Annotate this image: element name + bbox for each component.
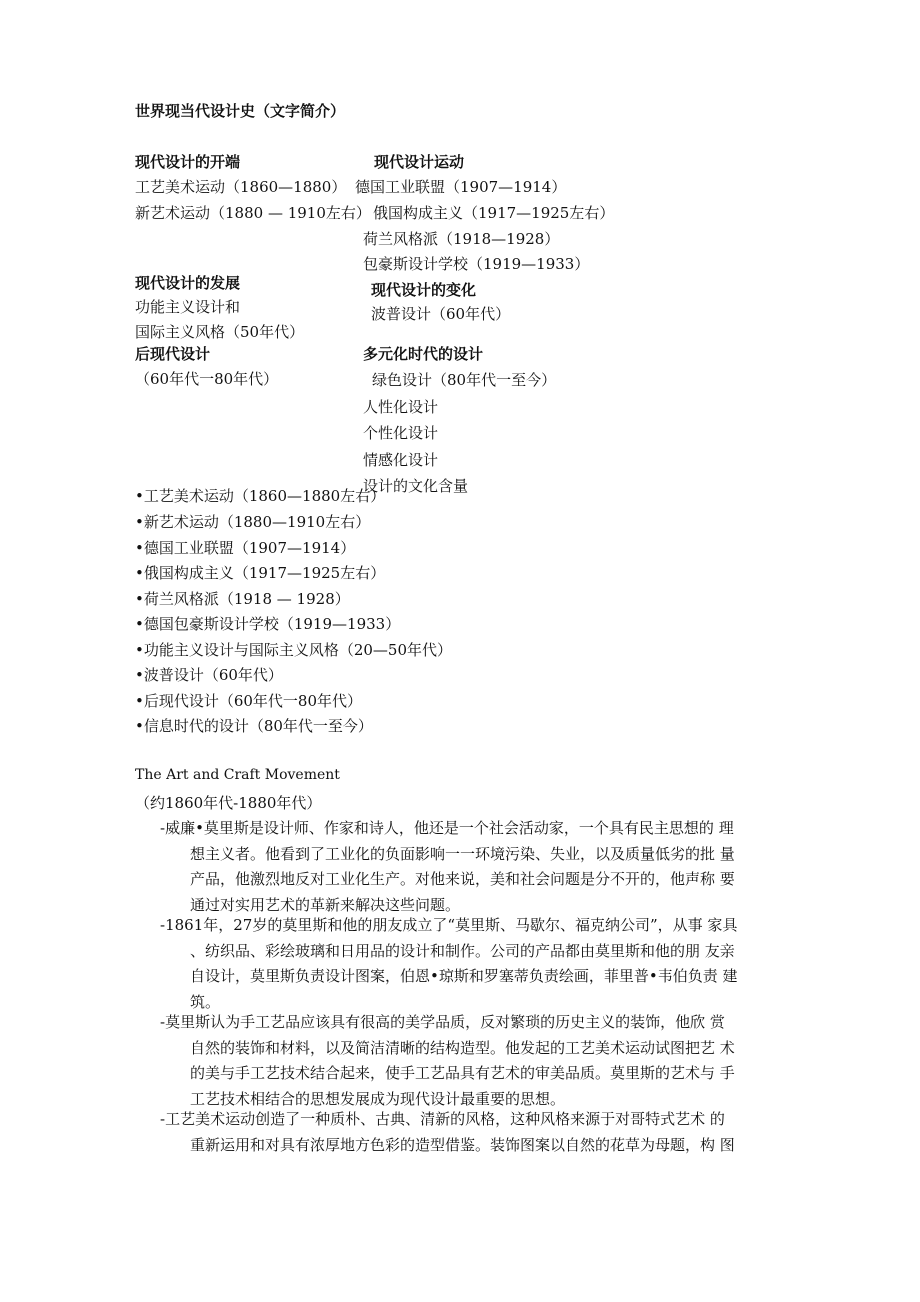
bullet-item: •荷兰风格派（1918 — 1928）: [135, 590, 350, 608]
paragraph-line: -1861年，27岁的莫里斯和他的朋友成立了“莫里斯、马歇尔、福克纳公司”，从事 家具: [160, 916, 738, 934]
bullet-item: •工艺美术运动（1860—1880左右）: [135, 487, 386, 505]
list-item: 德国工业联盟（1907—1914）: [355, 178, 567, 196]
paragraph-line: 工艺技术相结合的思想发展成为现代设计最重要的思想。: [190, 1089, 566, 1108]
paragraph-line: -莫里斯认为手工艺品应该具有很高的美学品质，反对繁琐的历史主义的装饰，他欣 赏: [160, 1013, 725, 1031]
paragraph-line: 通过对实用艺术的革新来解决这些问题。: [190, 895, 461, 914]
paragraph-line: -威廉•莫里斯是设计师、作家和诗人，他还是一个社会活动家，一个具有民主思想的 理: [160, 819, 734, 837]
list-item: 荷兰风格派（1918—1928）: [363, 230, 560, 248]
section-heading-postmodern: 后现代设计: [135, 345, 211, 363]
bullet-item: •波普设计（60年代）: [135, 666, 283, 684]
list-item: （60年代一80年代）: [135, 370, 279, 388]
paragraph: [160, 1010, 735, 1112]
list-item: 设计的文化含量: [363, 477, 469, 495]
list-item: 新艺术运动（1880 — 1910左右）: [135, 204, 371, 222]
bullet-item: •后现代设计（60年代一80年代）: [135, 692, 363, 710]
paragraph-line: -工艺美术运动创造了一种质朴、古典、清新的风格，这种风格来源于对哥特式艺术 的: [160, 1110, 725, 1128]
list-item: 工艺美术运动（1860—1880）: [135, 178, 347, 196]
paragraph-line: 重新运用和对具有浓厚地方色彩的造型借鉴。装饰图案以自然的花草为母题，构 图: [190, 1135, 735, 1154]
paragraph-line: 自然的装饰和材料，以及简洁清晰的结构造型。他发起的工艺美术运动试图把艺 术: [190, 1038, 735, 1057]
clipped-textbox: [363, 472, 603, 495]
page-title: 世界现当代设计史（文字简介）: [135, 102, 346, 120]
list-item: 俄国构成主义（1917—1925左右）: [373, 204, 615, 222]
list-item: 人性化设计: [363, 398, 439, 416]
paragraph-line: 的美与手工艺技术结合起来，使手工艺品具有艺术的审美品质。莫里斯的艺术与 手: [190, 1064, 735, 1083]
list-item: 情感化设计: [363, 451, 439, 469]
bullet-item: •新艺术运动（1880—1910左右）: [135, 513, 371, 531]
bullet-item: •信息时代的设计（80年代一至今）: [135, 717, 373, 735]
section-heading-movement: 现代设计运动: [374, 153, 465, 171]
bullet-item: •德国工业联盟（1907—1914）: [135, 539, 356, 557]
paragraph-line: 自设计，莫里斯负责设计图案，伯恩•琼斯和罗塞蒂负责绘画，菲里普•韦伯负责 建: [190, 967, 738, 986]
paragraph: [160, 816, 735, 918]
paragraph: [160, 1107, 735, 1158]
list-item: 功能主义设计和: [135, 298, 241, 316]
bullet-item: •俄国构成主义（1917—1925左右）: [135, 564, 386, 582]
section-title-en: The Art and Craft Movement: [135, 767, 340, 783]
paragraph-line: 想主义者。他看到了工业化的负面影响一一环境污染、失业，以及质量低劣的批 量: [190, 844, 735, 863]
period-label: （约1860年代-1880年代）: [135, 794, 322, 812]
list-item: 个性化设计: [363, 424, 439, 442]
clipped-textbox: [369, 302, 609, 323]
list-item: 波普设计（60年代）: [371, 305, 511, 323]
list-item: 包豪斯设计学校（1919—1933）: [363, 255, 590, 273]
section-heading-diverse: 多元化时代的设计: [363, 345, 484, 363]
paragraph: [160, 913, 737, 1015]
section-heading-development: 现代设计的发展: [135, 274, 241, 292]
paragraph-line: 、纺织品、彩绘玻璃和日用品的设计和制作。公司的产品都由莫里斯和他的朋 友亲: [190, 941, 735, 960]
paragraph-line: 筑。: [190, 992, 221, 1011]
bullet-item: •德国包豪斯设计学校（1919—1933）: [135, 615, 401, 633]
section-heading-beginning: 现代设计的开端: [135, 153, 241, 171]
bullet-item: •功能主义设计与国际主义风格（20—50年代）: [135, 641, 453, 659]
list-item: 绿色设计（80年代一至今）: [372, 371, 557, 389]
section-heading-change: 现代设计的变化: [371, 281, 477, 299]
paragraph-line: 产品，他激烈地反对工业化生产。对他来说，美和社会问题是分不开的，他声称 要: [190, 870, 735, 889]
list-item: 国际主义风格（50年代）: [135, 323, 305, 341]
